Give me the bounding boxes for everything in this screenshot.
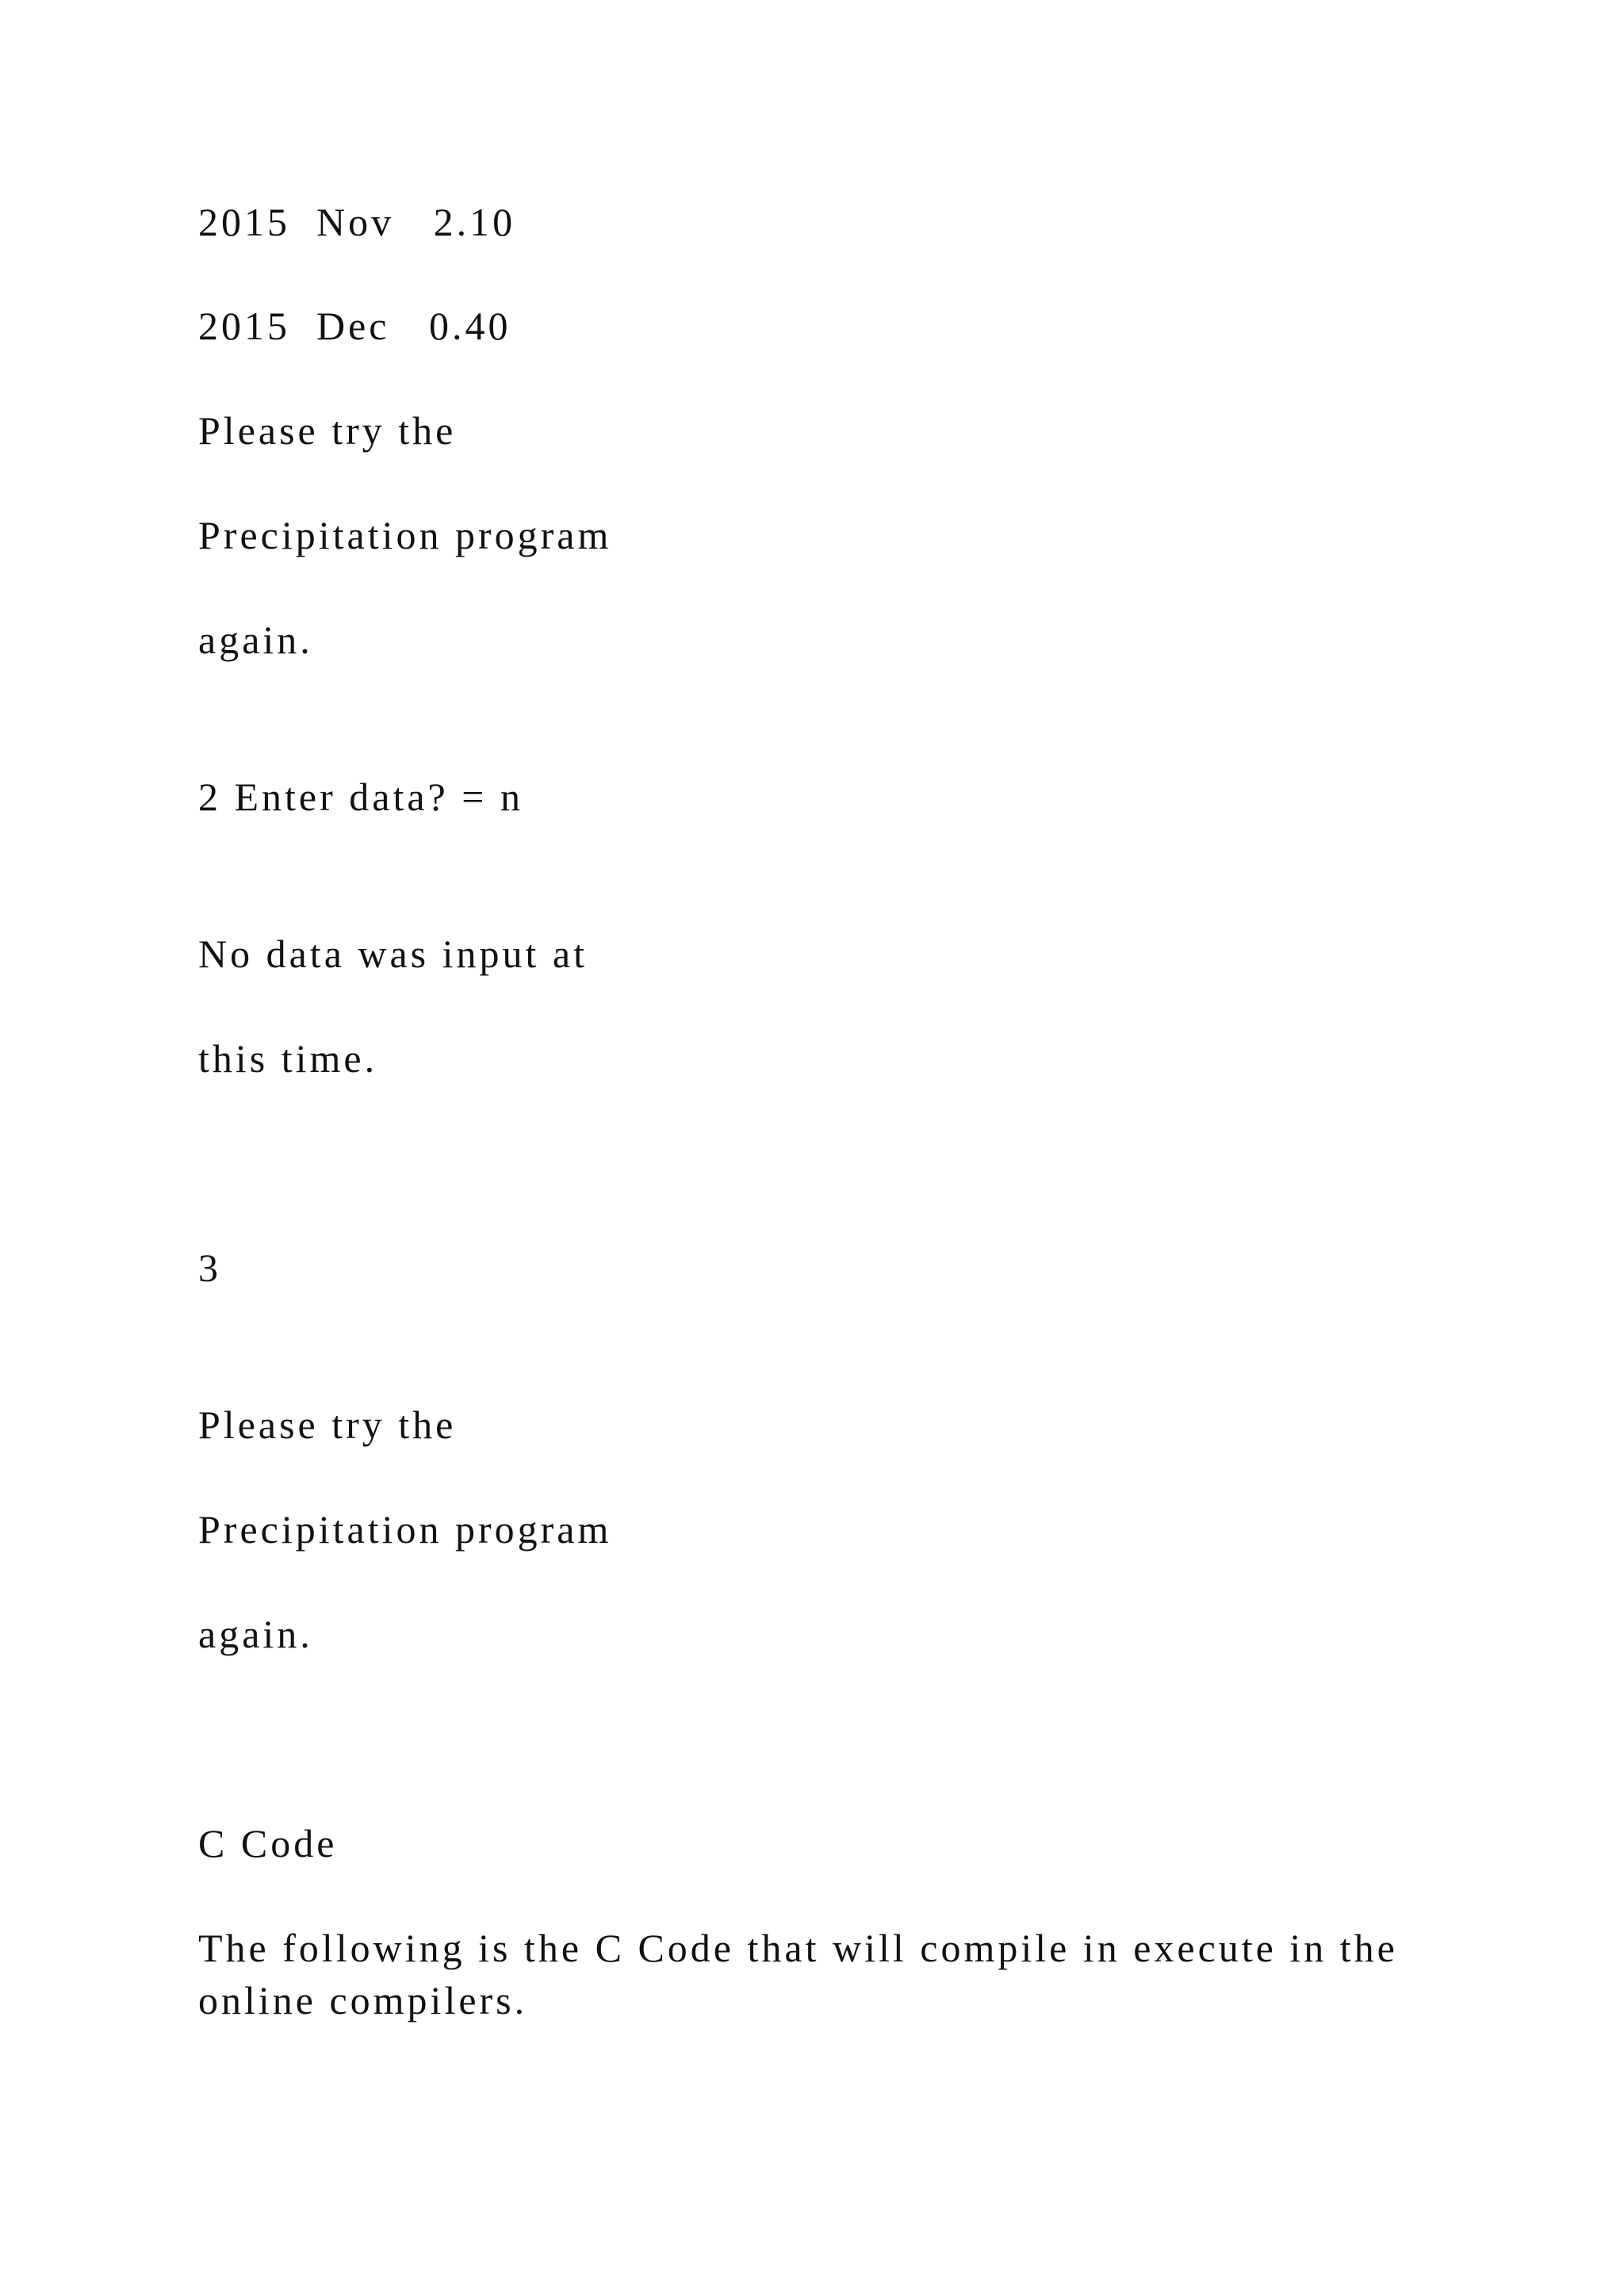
c-code-intro-paragraph: The following is the C Code that will compile in execute in the online compilers. [198,1926,1398,2022]
retry-message-2-line-2: Precipitation program [198,1507,612,1552]
no-data-message-line-2: this time. [198,1036,378,1081]
output-line-2015-nov: 2015 Nov 2.10 [198,200,516,244]
section-heading-c-code: C Code [198,1821,338,1866]
output-line-2015-dec: 2015 Dec 0.40 [198,304,511,348]
retry-message-2-line-1: Please try the [198,1402,457,1447]
retry-message-2-line-3: again. [198,1612,313,1656]
enter-data-prompt: 2 Enter data? = n [198,775,523,819]
retry-message-line-2: Precipitation program [198,513,612,557]
menu-choice-3: 3 [198,1246,221,1290]
retry-message-line-3: again. [198,618,313,662]
no-data-message-line-1: No data was input at [198,932,588,976]
retry-message-line-1: Please try the [198,408,457,453]
